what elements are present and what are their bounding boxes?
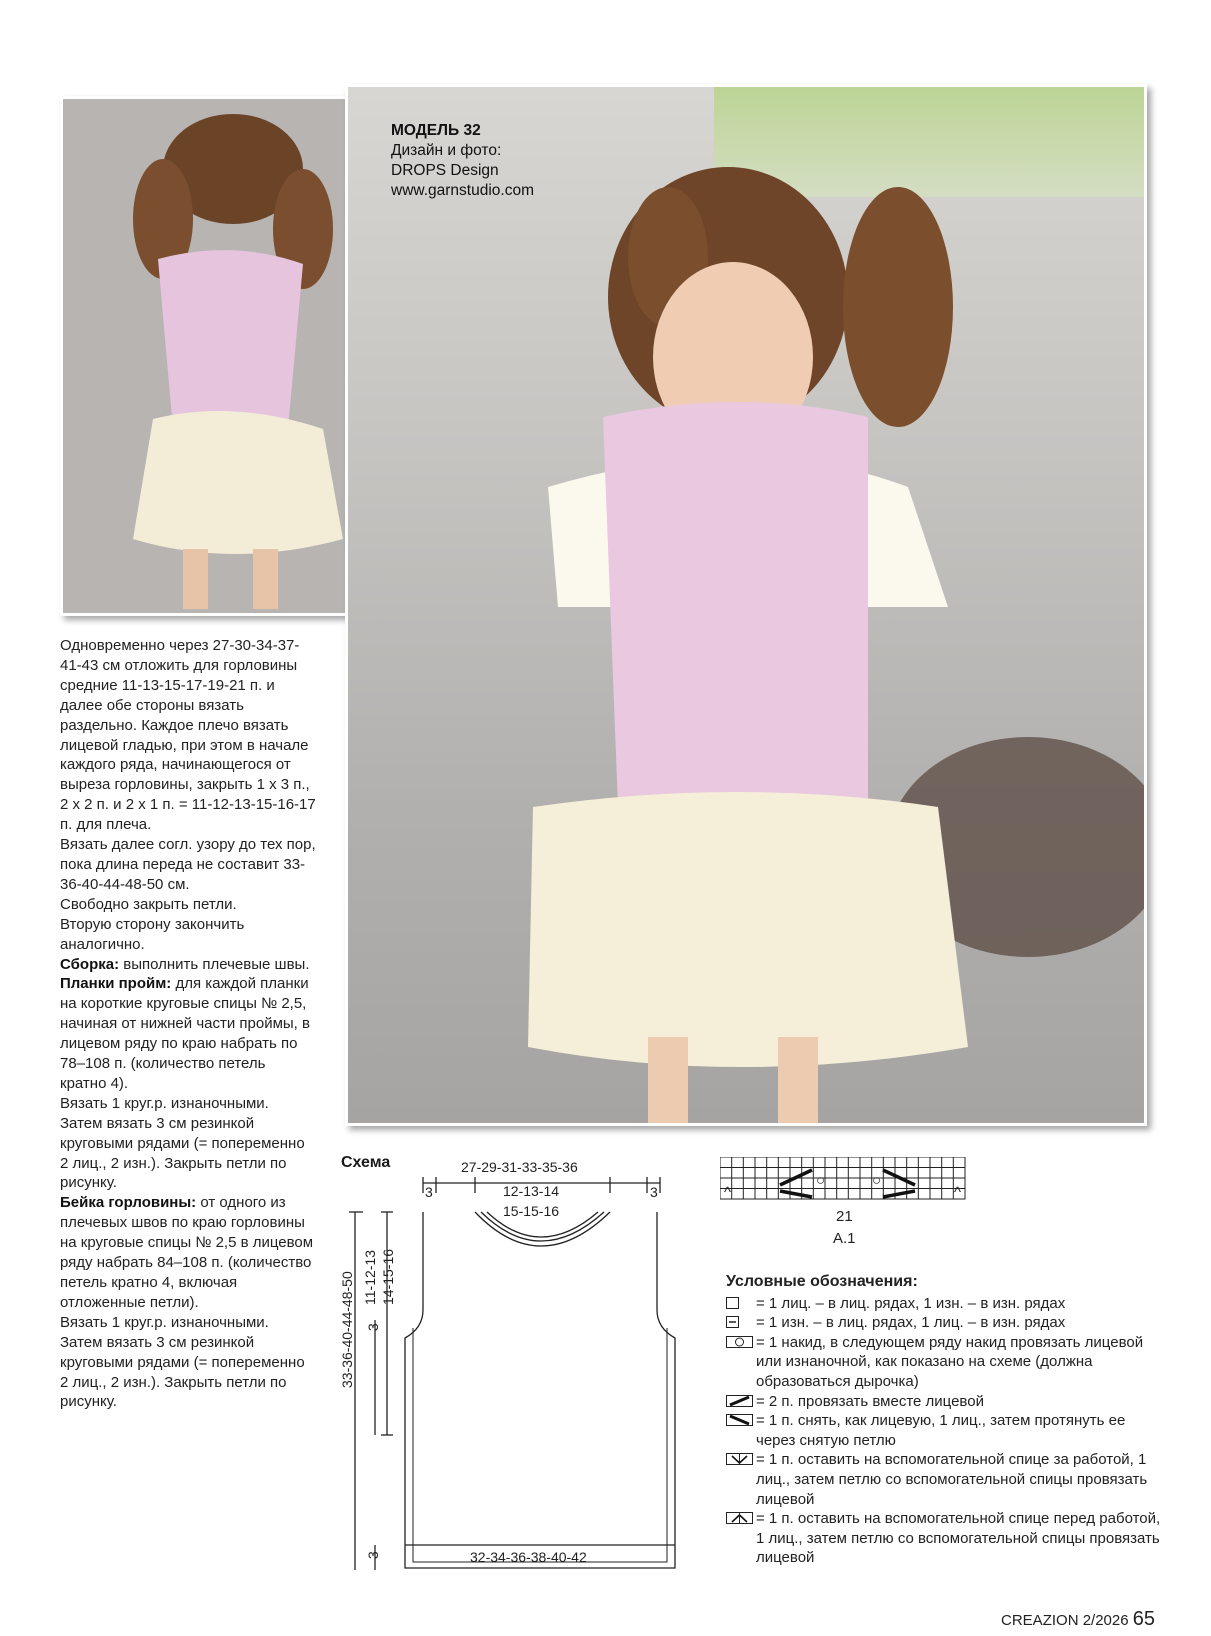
legend-text: = 1 п. оставить на вспомогательной спице перед работой, 1 лиц., затем петлю со вспомогательной спицы провязать лицевой bbox=[756, 1510, 1161, 1567]
model-title: МОДЕЛЬ 32 bbox=[391, 122, 481, 139]
legend-text: = 1 накид, в следующем ряду накид провязать лицевой или изнаночной, как показано на схеме (должна образоваться дырочка) bbox=[756, 1333, 1144, 1390]
shoulder-edge-right: 3 bbox=[650, 1184, 658, 1200]
legend-item bbox=[726, 1450, 1166, 1509]
skpo-icon bbox=[726, 1411, 756, 1450]
symbols-legend bbox=[726, 1272, 1166, 1568]
instructions-paragraph: Свободно закрыть петли. bbox=[60, 895, 237, 913]
armhole-height-2: 14-15-16 bbox=[380, 1248, 396, 1305]
instructions-paragraph: Затем вязать 3 см резинкой круговыми рядами (= попеременно 2 лиц., 2 изн.). Закрыть петли по рисунку. bbox=[60, 1114, 305, 1192]
instructions-paragraph: Вторую сторону закончить аналогично. bbox=[60, 915, 245, 953]
purl-square-icon bbox=[726, 1313, 756, 1333]
page-number: 65 bbox=[1132, 1608, 1155, 1630]
legend-text: = 1 изн. – в лиц. рядах, 1 лиц. – в изн. рядах bbox=[756, 1314, 1066, 1332]
instructions-paragraph: Вязать 1 круг.р. изнаночными. bbox=[60, 1313, 269, 1331]
instructions-column bbox=[60, 636, 316, 1412]
assembly-paragraph bbox=[60, 955, 316, 975]
svg-text:^: ^ bbox=[724, 1184, 732, 1201]
svg-text:○: ○ bbox=[872, 1172, 882, 1189]
instructions-paragraph: Затем вязать 3 см резинкой круговыми рядами (= попеременно 2 лиц., 2 изн.). Закрыть петли по рисунку. bbox=[60, 1333, 305, 1411]
garment-schematic bbox=[335, 1150, 705, 1570]
yarn-over-icon bbox=[726, 1333, 756, 1392]
model-design-label: Дизайн и фото: bbox=[391, 142, 502, 159]
svg-text:○: ○ bbox=[816, 1172, 826, 1189]
legend-item bbox=[726, 1411, 1166, 1450]
model-designer: DROPS Design bbox=[391, 162, 499, 179]
model-caption bbox=[391, 121, 611, 201]
legend-item bbox=[726, 1333, 1166, 1392]
svg-text:^: ^ bbox=[954, 1184, 962, 1201]
armhole-text: для каждой планки на короткие круговые спицы № 2,5, начиная от нижней части проймы, в лицевом ряду по краю набрать по 78–108 п. (количество петель кратно 4). bbox=[60, 975, 310, 1092]
legend-text: = 1 лиц. – в лиц. рядах, 1 изн. – в изн. рядах bbox=[756, 1294, 1066, 1312]
assembly-heading: Сборка: bbox=[60, 955, 120, 973]
bottom-edge-label: 3 bbox=[365, 1551, 381, 1559]
photo-front-view bbox=[345, 84, 1147, 1126]
legend-item bbox=[726, 1392, 1166, 1412]
neckband-heading: Бейка горловины: bbox=[60, 1194, 197, 1212]
armhole-heading: Планки пройм: bbox=[60, 975, 172, 993]
armhole-edge-label: 3 bbox=[365, 1323, 381, 1331]
total-height-label: 33-36-40-44-48-50 bbox=[339, 1271, 355, 1388]
top-width-label: 27-29-31-33-35-36 bbox=[461, 1159, 578, 1175]
shoulder-edge-left: 3 bbox=[425, 1184, 433, 1200]
legend-text: = 1 п. снять, как лицевую, 1 лиц., затем протянуть ее через снятую петлю bbox=[756, 1412, 1126, 1449]
instructions-paragraph: Одновременно через 27-30-34-37-41-43 см отложить для горловины средние 11-13-15-17-19-21 п. и далее обе стороны вязать раздельно. Каждое плечо вязать лицевой гладью, при этом в начале каждого ряда, начинающегося от выреза горловины, закрыть 1 х 3 п., 2 х 2 п. и 2 х 1 п. = 11-12-13-15-16-17 п. для плеча. bbox=[60, 637, 316, 834]
legend-text: = 1 п. оставить на вспомогательной спице за работой, 1 лиц., затем петлю со вспомогательной спицы провязать лицевой bbox=[756, 1451, 1148, 1508]
neckband-paragraph bbox=[60, 1193, 316, 1312]
legend-item bbox=[726, 1313, 1166, 1333]
bottom-width-label: 32-34-36-38-40-42 bbox=[470, 1549, 587, 1565]
chart-name: A.1 bbox=[833, 1230, 856, 1247]
knit-square-icon bbox=[726, 1294, 756, 1314]
chart-a1 bbox=[720, 1157, 975, 1257]
armhole-height-1: 11-12-13 bbox=[362, 1249, 378, 1305]
assembly-text: выполнить плечевые швы. bbox=[119, 955, 310, 973]
girl-front-illustration bbox=[348, 87, 1144, 1123]
cable-back-icon bbox=[726, 1450, 756, 1509]
k2tog-icon bbox=[726, 1392, 756, 1412]
page-footer bbox=[1001, 1608, 1155, 1631]
model-website: www.garnstudio.com bbox=[391, 182, 535, 199]
neckband-text: от одного из плечевых швов по краю горловины на круговые спицы № 2,5 в лицевом ряду набрать 84–108 п. (количество петель кратно 4, включая отложенные петли). bbox=[60, 1194, 314, 1311]
instructions-paragraph: Вязать 1 круг.р. изнаночными. bbox=[60, 1094, 269, 1112]
magazine-issue: CREAZION 2/2026 bbox=[1001, 1612, 1129, 1629]
neck-width-label-2: 15-15-16 bbox=[503, 1203, 560, 1219]
chart-stitch-count: 21 bbox=[836, 1208, 853, 1225]
armhole-paragraph bbox=[60, 974, 316, 1093]
neck-width-label-1: 12-13-14 bbox=[503, 1183, 560, 1199]
cable-front-icon bbox=[726, 1509, 756, 1568]
legend-text: = 2 п. провязать вместе лицевой bbox=[756, 1392, 984, 1410]
legend-item bbox=[726, 1294, 1166, 1314]
scheme-label: Схема bbox=[341, 1154, 391, 1171]
legend-title: Условные обозначения: bbox=[726, 1273, 918, 1290]
instructions-paragraph: Вязать далее согл. узору до тех пор, пока длина переда не составит 33-36-40-44-48-50 см. bbox=[60, 836, 316, 893]
legend-item bbox=[726, 1509, 1166, 1568]
